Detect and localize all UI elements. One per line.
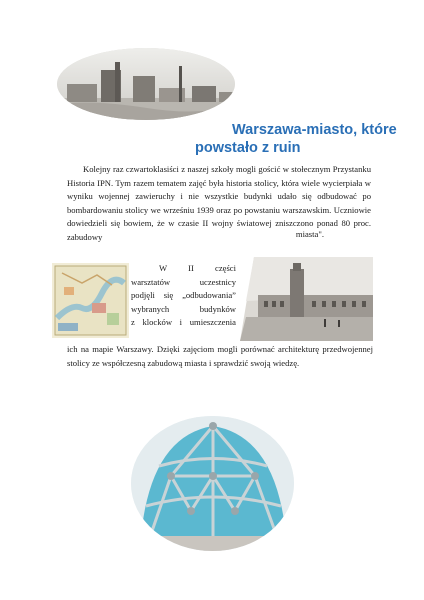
column-line: podjęli się „odbudowania” xyxy=(131,290,236,301)
workshop-paragraph-end: ich na mapie Warszawy. Dzięki zajęciom mogli porównać architekturę przedwojennej stolicy ze współczesną zabudową miasta i sprawdzić swoją wiedzę. xyxy=(67,344,373,368)
column-line: wybranych budynków xyxy=(131,303,236,314)
article-title-line-1: Warszawa-miasto, które xyxy=(232,122,397,138)
model-dome-photo xyxy=(131,416,294,551)
column-line: warsztatów uczestnicy xyxy=(131,276,236,287)
article-title-line-2: powstało z ruin xyxy=(195,140,301,156)
intro-paragraph-end: miasta". xyxy=(295,229,324,239)
warsaw-map-photo xyxy=(52,263,129,338)
column-line: W II części xyxy=(159,263,236,273)
workshop-column-text xyxy=(131,262,236,330)
ruined-castle-photo xyxy=(240,257,373,341)
intro-paragraph: Kolejny raz czwartoklasiści z naszej szkoły mogli gościć w stołecznym Przystanku Historia IPN. Tym razem tematem zajęć była historia stolicy, która wiele wycierpiała w wyniku wojennej zawieruchy i nie wszystkie budynki udało się odbudować po bombardowaniu stolicy we wrześniu 1939 oraz po powstaniu warszawskim. Uczniowie dowiedzieli się bowiem, że w czasie II wojny światowej zniszczono ponad 80 proc. zabudowy xyxy=(67,164,371,242)
column-line: z klocków i umieszczenia xyxy=(131,317,236,328)
ruined-warsaw-photo xyxy=(57,48,235,120)
